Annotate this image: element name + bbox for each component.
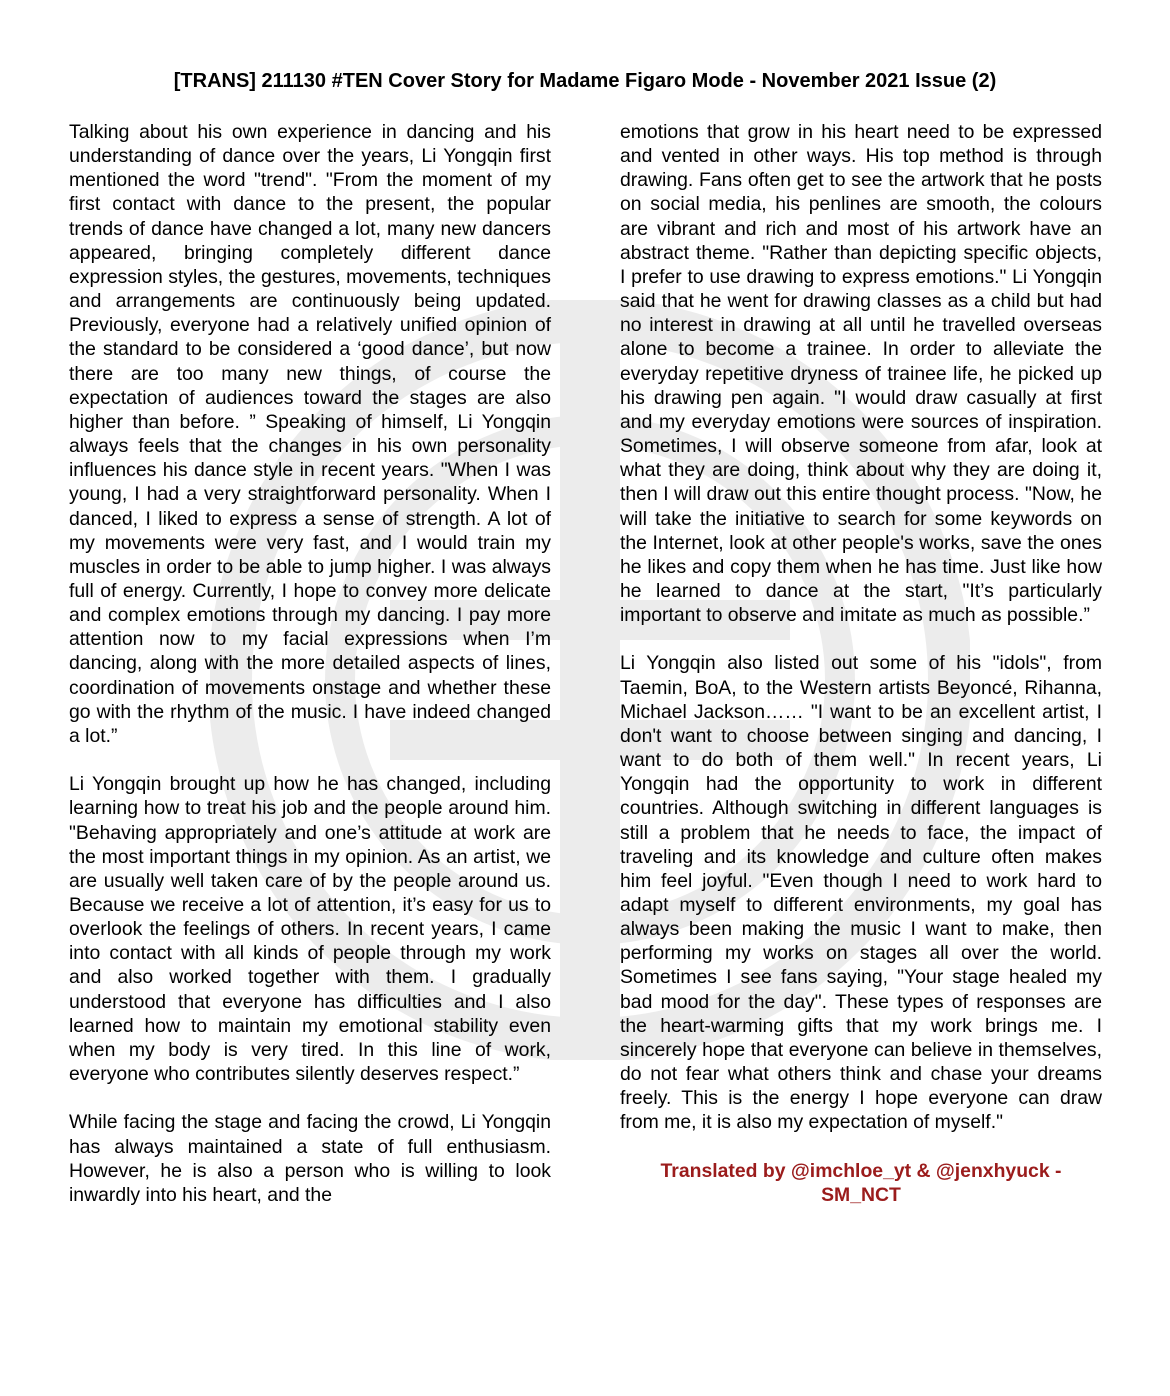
left-paragraph-1: Talking about his own experience in dancing and his understanding of dance over the years, Li Yongqin first mentioned the word "trend". "From the moment of my first contact with dance to the present, the popular trends of dance have changed a lot, many new dancers appeared, bringing completely different dance expression styles, the gestures, movements, techniques and arrangements are continuously being updated. Previously, everyone had a relatively unified opinion of the standard to be considered a ‘good dance’, but now there are too many new things, of course the expectation of audiences toward the stages are also higher than before. ” Speaking of himself, Li Yongqin always feels that the changes in his own personality influences his dance style in recent years. "When I was young, I had a very straightforward personality. When I danced, I liked to express a sense of strength. A lot of my movements were very fast, and I would train my muscles in order to be able to jump higher. I was always full of energy. Currently, I hope to convey more delicate and complex emotions through my dancing. I pay more attention now to my facial expressions when I’m dancing, along with the more detailed aspects of lines, coordination of movements onstage and whether these go with the rhythm of the music. I have indeed changed a lot.”: [69, 121, 551, 747]
left-column: [69, 120, 551, 1207]
right-paragraph-2: Li Yongqin also listed out some of his "idols", from Taemin, BoA, to the Western artists Beyoncé, Rihanna, Michael Jackson…… "I want to be an excellent artist, I don't want to choose between singing and dancing, I want to do both of them well." In recent years, Li Yongqin had the opportunity to work in different countries. Although switching in different languages is still a problem that he needs to face, the impact of traveling and its knowledge and culture often makes him feel joyful. "Even though I need to work hard to adapt myself to different environments, my goal has always been making the music I want to make, then performing my works on stages all over the world. Sometimes I see fans saying, "Your stage healed my bad mood for the day". These types of responses are the heart-warming gifts that my work brings me. I sincerely hope that everyone can believe in themselves, do not fear what others think and chase your dreams freely. This is the energy I hope everyone can draw from me, it is also my expectation of myself.": [620, 652, 1102, 1134]
left-paragraph-3: While facing the stage and facing the crowd, Li Yongqin has always maintained a state of full enthusiasm. However, he is also a person who is willing to look inwardly into his heart, and the: [69, 1111, 551, 1206]
page-title: [TRANS] 211130 #TEN Cover Story for Madame Figaro Mode - November 2021 Issue (2): [173, 70, 997, 92]
right-column: [620, 120, 1102, 1207]
translator-credit: Translated by @imchloe_yt & @jenxhyuck - SM_NCT: [660, 1159, 1062, 1206]
right-paragraph-1: emotions that grow in his heart need to be expressed and vented in other ways. His top method is through drawing. Fans often get to see the artwork that he posts on social media, his penlines are smooth, the colours are vibrant and rich and most of his artwork have an abstract theme. "Rather than depicting specific objects, I prefer to use drawing to express emotions." Li Yongqin said that he went for drawing classes as a child but had no interest in drawing at all until he travelled overseas alone to become a trainee. In order to alleviate the everyday repetitive dryness of trainee life, he picked up his drawing pen again. "I would draw casually at first and my everyday emotions were sources of inspiration. Sometimes, I will observe someone from afar, look at what they are doing, think about why they are doing it, then I will draw out this entire thought process. "Now, he will take the initiative to search for some keywords on the Internet, look at other people's works, save the ones he likes and copy them when he has time. Just like how he learned to dance at the start, "It’s particularly important to observe and imitate as much as possible.”: [620, 121, 1102, 627]
left-paragraph-2: Li Yongqin brought up how he has changed, including learning how to treat his job and the people around him. "Behaving appropriately and one’s attitude at work are the most important things in my opinion. As an artist, we are usually well taken care of by the people around us. Because we receive a lot of attention, it’s easy for us to overlook the feelings of others. In recent years, I came into contact with all kinds of people through my work and also worked together with them. I gradually understood that everyone has difficulties and I also learned how to maintain my emotional stability even when my body is very tired. In this line of work, everyone who contributes silently deserves respect.”: [69, 773, 551, 1086]
